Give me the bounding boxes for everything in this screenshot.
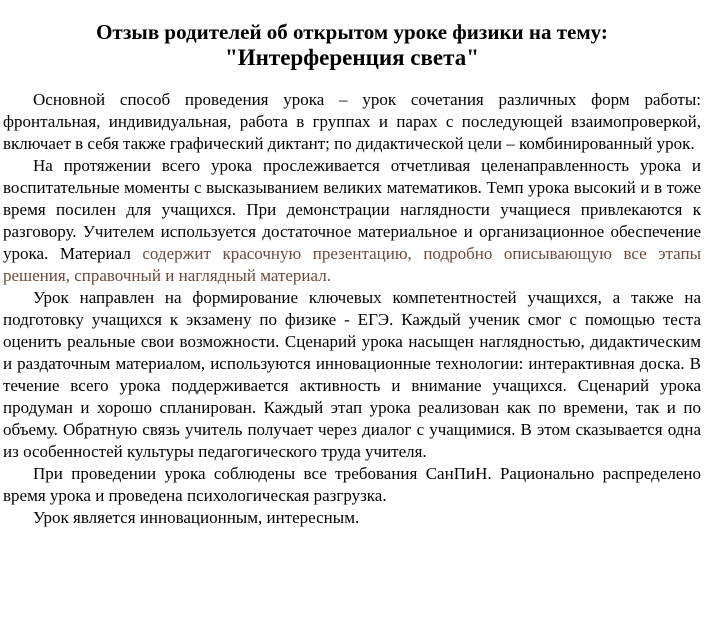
paragraph-competencies <box>3 287 701 463</box>
paragraph-conclusion <box>3 507 701 529</box>
paragraph-text: На протяжении всего урока прослеживается отчетливая целенаправленность урока и воспитательные моменты с высказыванием великих математиков. Темп урока высокий и в тоже время посилен для учащихся. При демонстрации наглядности учащиеся привлекаются к разговору. Учителем используется достаточное материальное и организационное обеспечение урока. Материал <box>3 156 701 263</box>
paragraph-sanpin <box>3 463 701 507</box>
document-body <box>3 89 701 529</box>
highlighted-text: содержит красочную презентацию, подробно описывающую все этапы решения, справочный и наглядный материал. <box>3 244 701 285</box>
paragraph-text: Урок является инновационным, интересным. <box>33 508 360 527</box>
title-line-2: "Интерференция света" <box>225 45 479 70</box>
paragraph-lesson-method <box>3 89 701 155</box>
paragraph-lesson-focus <box>3 155 701 287</box>
paragraph-text: Урок направлен на формирование ключевых компетентностей учащихся, а также на подготовку учащихся к экзамену по физике - ЕГЭ. Каждый ученик смог с помощью теста оценить реальные свои возможности. Сценарий урока насыщен наглядностью, дидактическим и раздаточным материалом, используются инновационные технологии: интерактивная доска. В течение всего урока поддерживается активность и внимание учащихся. Сценарий урока продуман и хорошо спланирован. Каждый этап урока реализован как по времени, так и по объему. Обратную связь учитель получает через диалог с учащимися. В этом сказывается одна из особенностей культуры педагогического труда учителя. <box>3 288 701 461</box>
document-title <box>3 20 701 71</box>
paragraph-text: Основной способ проведения урока – урок сочетания различных форм работы: фронтальная, индивидуальная, работа в группах и парах с последующей взаимопроверкой, включает в себя также графический диктант; по дидактической цели – комбинированный урок. <box>3 90 701 153</box>
paragraph-text: При проведении урока соблюдены все требования СанПиН. Рационально распределено время урока и проведена психологическая разгрузка. <box>3 464 701 505</box>
title-line-1: Отзыв родителей об открытом уроке физики на тему: <box>96 20 608 44</box>
